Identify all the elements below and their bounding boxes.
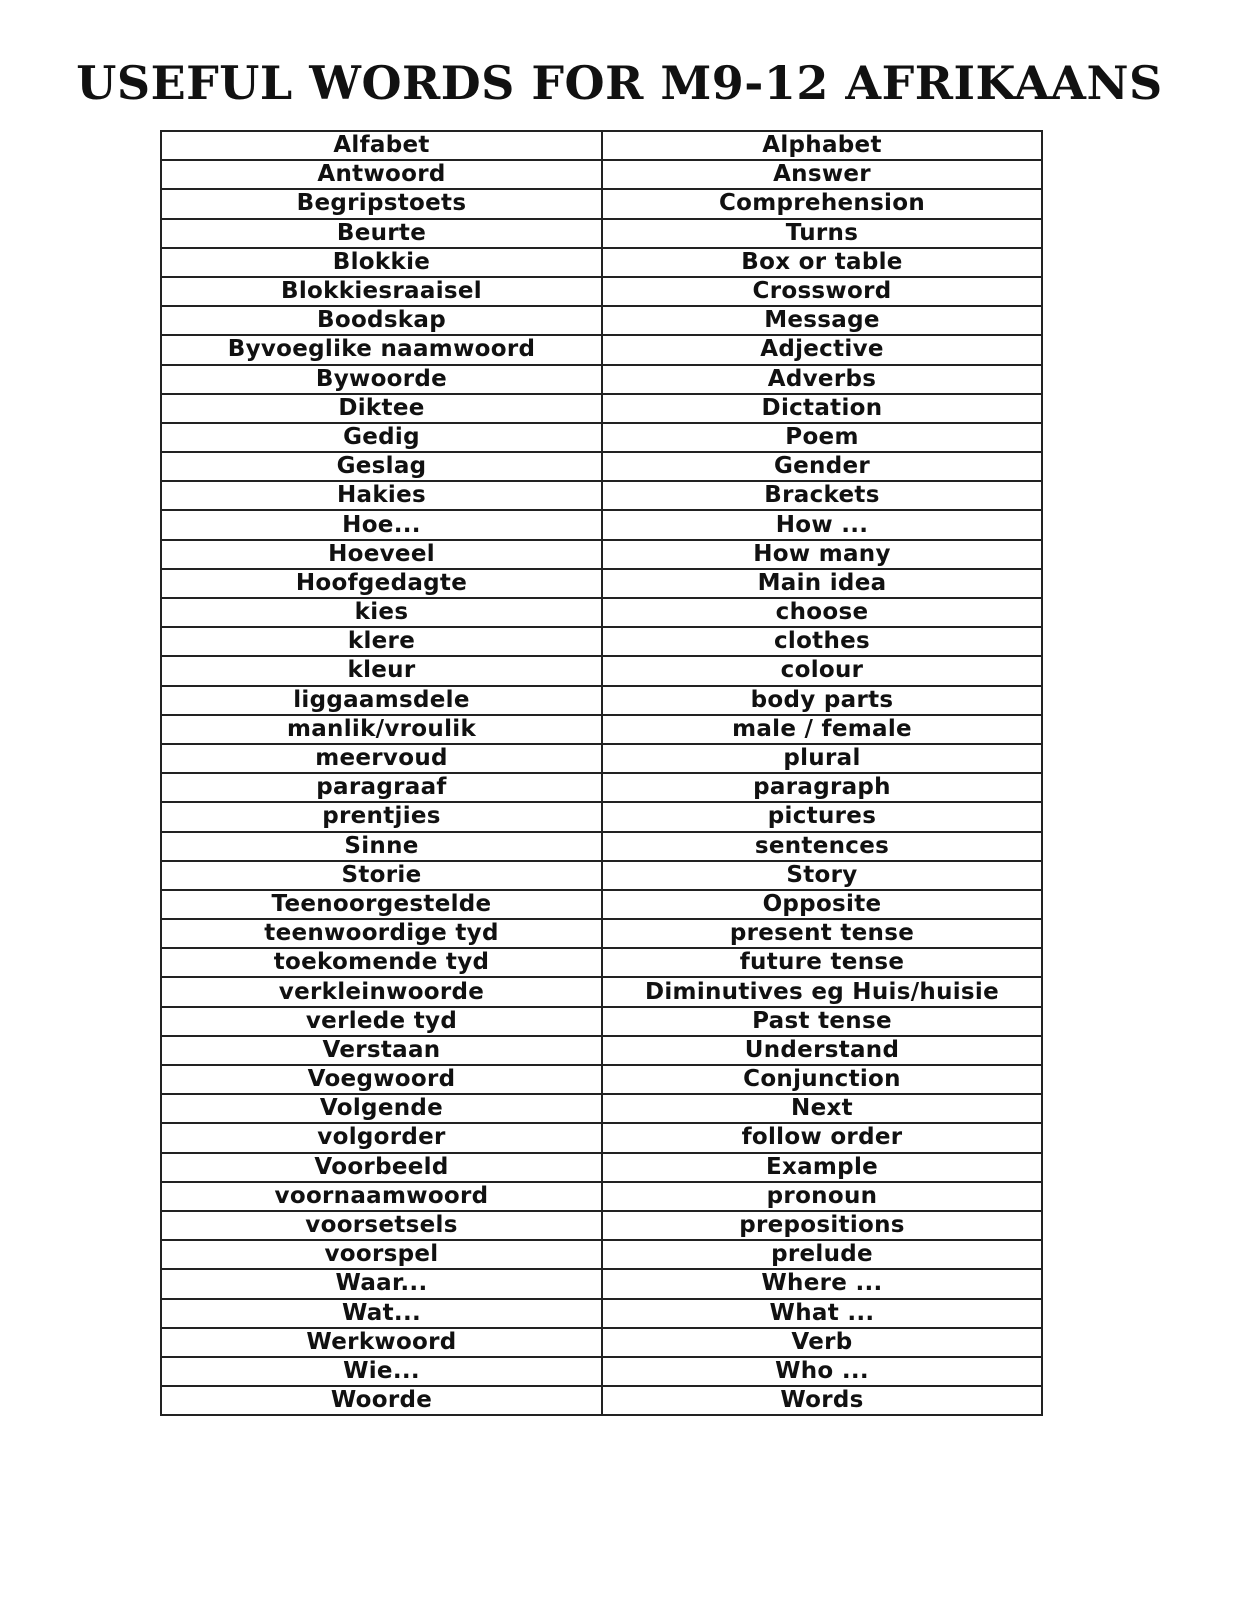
english-translation: present tense [602, 919, 1042, 948]
table-row [161, 1386, 1042, 1415]
english-translation: follow order [602, 1123, 1042, 1152]
english-translation: prelude [602, 1240, 1042, 1269]
table-row [161, 277, 1042, 306]
page-title: USEFUL WORDS FOR M9-12 AFRIKAANS [76, 56, 1163, 110]
english-translation: clothes [602, 627, 1042, 656]
english-translation: sentences [602, 832, 1042, 861]
afrikaans-word: manlik/vroulik [161, 715, 602, 744]
afrikaans-word: volgorder [161, 1123, 602, 1152]
english-translation: Brackets [602, 481, 1042, 510]
table-row [161, 919, 1042, 948]
english-translation: Where ... [602, 1269, 1042, 1298]
afrikaans-word: Alfabet [161, 131, 602, 160]
afrikaans-word: kleur [161, 656, 602, 685]
afrikaans-word: Volgende [161, 1094, 602, 1123]
english-translation: Words [602, 1386, 1042, 1415]
table-row [161, 1065, 1042, 1094]
afrikaans-word: voorsetsels [161, 1211, 602, 1240]
english-translation: pronoun [602, 1182, 1042, 1211]
afrikaans-word: Diktee [161, 394, 602, 423]
english-translation: Verb [602, 1328, 1042, 1357]
table-row [161, 1269, 1042, 1298]
afrikaans-word: Storie [161, 861, 602, 890]
english-translation: paragraph [602, 773, 1042, 802]
table-row [161, 189, 1042, 218]
afrikaans-word: Blokkiesraaisel [161, 277, 602, 306]
english-translation: plural [602, 744, 1042, 773]
afrikaans-word: verlede tyd [161, 1007, 602, 1036]
vocabulary-table [160, 130, 1043, 1416]
english-translation: What ... [602, 1299, 1042, 1328]
english-translation: Turns [602, 219, 1042, 248]
afrikaans-word: Hoofgedagte [161, 569, 602, 598]
table-row [161, 1211, 1042, 1240]
afrikaans-word: teenwoordige tyd [161, 919, 602, 948]
afrikaans-word: Sinne [161, 832, 602, 861]
table-row [161, 365, 1042, 394]
afrikaans-word: Verstaan [161, 1036, 602, 1065]
english-translation: Dictation [602, 394, 1042, 423]
table-row [161, 569, 1042, 598]
english-translation: pictures [602, 802, 1042, 831]
table-row [161, 1328, 1042, 1357]
afrikaans-word: Beurte [161, 219, 602, 248]
table-row [161, 1182, 1042, 1211]
table-row [161, 744, 1042, 773]
english-translation: Gender [602, 452, 1042, 481]
english-translation: choose [602, 598, 1042, 627]
table-row [161, 1299, 1042, 1328]
afrikaans-word: Hakies [161, 481, 602, 510]
afrikaans-word: Byvoeglike naamwoord [161, 335, 602, 364]
english-translation: Diminutives eg Huis/huisie [602, 977, 1042, 1006]
table-row [161, 335, 1042, 364]
english-translation: colour [602, 656, 1042, 685]
afrikaans-word: prentjies [161, 802, 602, 831]
table-row [161, 977, 1042, 1006]
english-translation: Conjunction [602, 1065, 1042, 1094]
table-row [161, 131, 1042, 160]
table-row [161, 1094, 1042, 1123]
afrikaans-word: Blokkie [161, 248, 602, 277]
table-row [161, 948, 1042, 977]
table-row [161, 248, 1042, 277]
table-row [161, 890, 1042, 919]
table-row [161, 481, 1042, 510]
afrikaans-word: Hoeveel [161, 540, 602, 569]
english-translation: Poem [602, 423, 1042, 452]
english-translation: Adverbs [602, 365, 1042, 394]
table-row [161, 306, 1042, 335]
table-row [161, 1240, 1042, 1269]
afrikaans-word: Gedig [161, 423, 602, 452]
english-translation: How ... [602, 510, 1042, 539]
table-row [161, 160, 1042, 189]
table-row [161, 1357, 1042, 1386]
english-translation: Story [602, 861, 1042, 890]
table-row [161, 861, 1042, 890]
afrikaans-word: Geslag [161, 452, 602, 481]
table-row [161, 219, 1042, 248]
english-translation: Message [602, 306, 1042, 335]
table-row [161, 1123, 1042, 1152]
english-translation: Answer [602, 160, 1042, 189]
table-row [161, 423, 1042, 452]
english-translation: Main idea [602, 569, 1042, 598]
vocabulary-table-body [161, 131, 1042, 1415]
english-translation: male / female [602, 715, 1042, 744]
table-row [161, 394, 1042, 423]
english-translation: Next [602, 1094, 1042, 1123]
english-translation: Who ... [602, 1357, 1042, 1386]
table-row [161, 802, 1042, 831]
english-translation: Box or table [602, 248, 1042, 277]
table-row [161, 1153, 1042, 1182]
english-translation: Past tense [602, 1007, 1042, 1036]
table-row [161, 452, 1042, 481]
table-row [161, 656, 1042, 685]
afrikaans-word: Begripstoets [161, 189, 602, 218]
english-translation: Opposite [602, 890, 1042, 919]
afrikaans-word: Teenoorgestelde [161, 890, 602, 919]
english-translation: Understand [602, 1036, 1042, 1065]
afrikaans-word: Antwoord [161, 160, 602, 189]
table-row [161, 1007, 1042, 1036]
table-row [161, 1036, 1042, 1065]
afrikaans-word: voorspel [161, 1240, 602, 1269]
afrikaans-word: Voorbeeld [161, 1153, 602, 1182]
table-row [161, 598, 1042, 627]
afrikaans-word: Boodskap [161, 306, 602, 335]
table-row [161, 686, 1042, 715]
table-row [161, 540, 1042, 569]
english-translation: future tense [602, 948, 1042, 977]
table-row [161, 773, 1042, 802]
table-row [161, 510, 1042, 539]
afrikaans-word: Wat... [161, 1299, 602, 1328]
afrikaans-word: meervoud [161, 744, 602, 773]
english-translation: body parts [602, 686, 1042, 715]
afrikaans-word: Werkwoord [161, 1328, 602, 1357]
english-translation: prepositions [602, 1211, 1042, 1240]
afrikaans-word: voornaamwoord [161, 1182, 602, 1211]
english-translation: Adjective [602, 335, 1042, 364]
english-translation: How many [602, 540, 1042, 569]
afrikaans-word: toekomende tyd [161, 948, 602, 977]
table-row [161, 715, 1042, 744]
table-row [161, 627, 1042, 656]
afrikaans-word: Woorde [161, 1386, 602, 1415]
afrikaans-word: kies [161, 598, 602, 627]
afrikaans-word: liggaamsdele [161, 686, 602, 715]
english-translation: Crossword [602, 277, 1042, 306]
afrikaans-word: Wie... [161, 1357, 602, 1386]
english-translation: Alphabet [602, 131, 1042, 160]
english-translation: Example [602, 1153, 1042, 1182]
afrikaans-word: Hoe... [161, 510, 602, 539]
english-translation: Comprehension [602, 189, 1042, 218]
afrikaans-word: paragraaf [161, 773, 602, 802]
afrikaans-word: Voegwoord [161, 1065, 602, 1094]
afrikaans-word: verkleinwoorde [161, 977, 602, 1006]
afrikaans-word: Bywoorde [161, 365, 602, 394]
afrikaans-word: klere [161, 627, 602, 656]
afrikaans-word: Waar... [161, 1269, 602, 1298]
table-row [161, 832, 1042, 861]
